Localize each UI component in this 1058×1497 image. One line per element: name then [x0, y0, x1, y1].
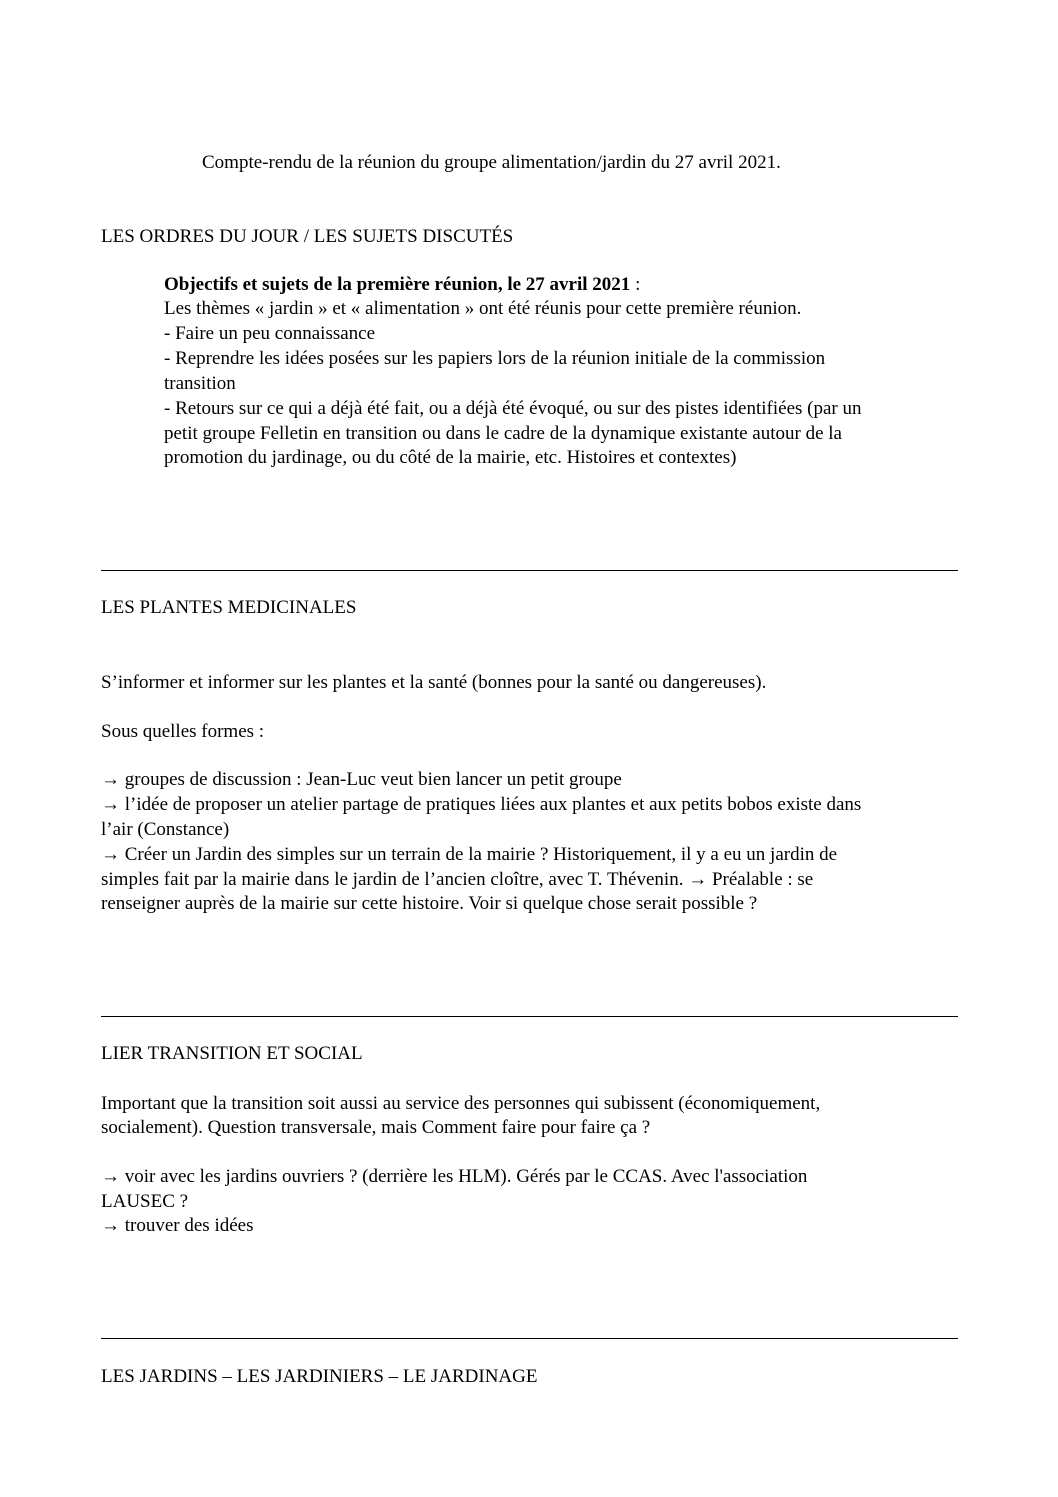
meeting-objectives-subheading-text: Objectifs et sujets de la première réunion, le 27 avril 2021 — [164, 274, 631, 295]
social-intro-line: socialement). Question transversale, mais Comment faire pour faire ça ? — [101, 1117, 651, 1138]
plantes-intro: S’informer et informer sur les plantes et la santé (bonnes pour la santé ou dangereuses). — [101, 672, 767, 693]
meeting-objectives-subheading — [164, 273, 640, 297]
document-title: Compte-rendu de la réunion du groupe alimentation/jardin du 27 avril 2021. — [202, 152, 781, 173]
section-divider — [101, 1338, 958, 1339]
social-intro-line: Important que la transition soit aussi au service des personnes qui subissent (économiquement, — [101, 1093, 821, 1114]
plantes-line: → groupes de discussion : Jean-Luc veut bien lancer un petit groupe — [101, 769, 622, 790]
plantes-line: → l’idée de proposer un atelier partage de pratiques liées aux plantes et aux petits bobos existe dans — [101, 794, 862, 815]
plantes-line: simples fait par la mairie dans le jardin de l’ancien cloître, avec T. Thévenin. → Préalable : se — [101, 869, 814, 890]
section-divider — [101, 570, 958, 571]
ordres-line: promotion du jardinage, ou du côté de la mairie, etc. Histoires et contextes) — [164, 447, 737, 468]
plantes-line: l’air (Constance) — [101, 819, 230, 840]
social-line: LAUSEC ? — [101, 1191, 189, 1212]
plantes-forms-label: Sous quelles formes : — [101, 721, 265, 742]
ordres-line: transition — [164, 373, 236, 394]
plantes-line: renseigner auprès de la mairie sur cette histoire. Voir si quelque chose serait possible ? — [101, 893, 758, 914]
social-line: → voir avec les jardins ouvriers ? (derrière les HLM). Gérés par le CCAS. Avec l'association — [101, 1166, 808, 1187]
ordres-line: - Retours sur ce qui a déjà été fait, ou a déjà été évoqué, ou sur des pistes identifiées (par un — [164, 398, 862, 419]
plantes-line: → Créer un Jardin des simples sur un terrain de la mairie ? Historiquement, il y a eu un jardin de — [101, 844, 838, 865]
ordres-line: petit groupe Felletin en transition ou dans le cadre de la dynamique existante autour de la — [164, 423, 842, 444]
section-heading-ordres-du-jour: LES ORDRES DU JOUR / LES SUJETS DISCUTÉS — [101, 226, 514, 247]
ordres-line: Les thèmes « jardin » et « alimentation » ont été réunis pour cette première réunion. — [164, 298, 802, 319]
section-heading-jardins: LES JARDINS – LES JARDINIERS – LE JARDINAGE — [101, 1366, 538, 1387]
social-line: → trouver des idées — [101, 1215, 254, 1236]
meeting-objectives-subheading-colon: : — [630, 274, 641, 295]
ordres-line: - Faire un peu connaissance — [164, 323, 376, 344]
section-divider — [101, 1016, 958, 1017]
section-heading-plantes-medicinales: LES PLANTES MEDICINALES — [101, 597, 357, 618]
section-heading-transition-social: LIER TRANSITION ET SOCIAL — [101, 1043, 363, 1064]
ordres-line: - Reprendre les idées posées sur les papiers lors de la réunion initiale de la commission — [164, 348, 826, 369]
